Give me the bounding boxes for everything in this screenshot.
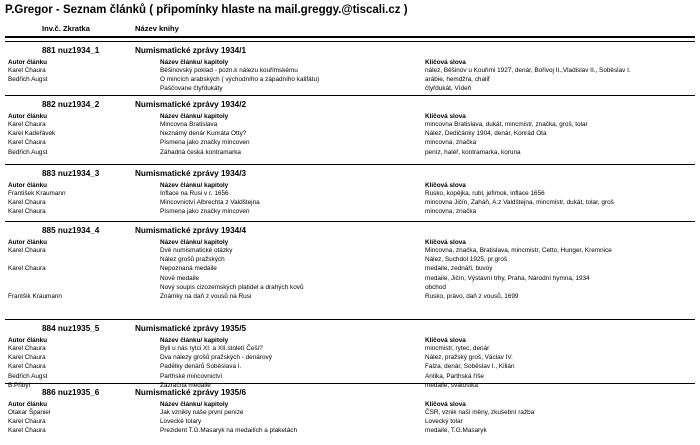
article-author: Karel Chaura <box>8 265 46 273</box>
article-row <box>0 373 700 382</box>
article-row <box>0 199 700 208</box>
article-keywords: Nález, Dedičánky 1904, denár, Konrád Ota <box>425 130 547 138</box>
author-subheader: Autor článku <box>8 401 48 408</box>
article-author: František Kraumann <box>8 190 66 197</box>
book-id: 886 nuz1935_6 <box>42 388 100 397</box>
column-header-title: Název knihy <box>135 24 179 33</box>
article-author: Karel Chaura <box>8 418 46 426</box>
keywords-subheader: Klíčová slova <box>425 113 466 120</box>
book-title: Numismatické zprávy 1934/3 <box>135 169 247 178</box>
article-keywords: mincovna, značka <box>425 208 477 216</box>
article-name: Neznámý denár Kunráta Otty? <box>160 130 247 138</box>
article-name-subheader: Název článku/ kapitoly <box>160 239 229 246</box>
article-name: Písmena jako značky mincoven <box>160 208 250 216</box>
article-row <box>0 409 700 418</box>
article-name: Dvě numismatické otázky <box>160 247 233 254</box>
article-row <box>0 149 700 158</box>
article-name: Známky na daň z vousů na Rusi <box>160 293 252 300</box>
article-row <box>0 345 700 354</box>
article-name: Padělky denárů Soběslava I. <box>160 363 242 371</box>
article-row <box>0 208 700 217</box>
article-name: Prezident T.G.Masaryk na medailích a plaketách <box>160 427 297 435</box>
article-row <box>0 418 700 427</box>
article-name: Mincovnictví Albrechta z Valdštejna <box>160 199 260 207</box>
article-keywords: Rusko, kopějka, rubl, jefimok, inflace 1656 <box>425 190 545 197</box>
book-divider <box>5 319 695 320</box>
article-row <box>0 190 700 199</box>
page-title: P.Gregor - Seznam článků ( připomínky hlaste na mail.greggy.@tiscali.cz ) <box>5 4 408 16</box>
keywords-subheader: Klíčová slova <box>425 59 466 66</box>
article-name: Nový soupis cizozemských platidel a drahých kovů <box>160 283 304 291</box>
article-row <box>0 354 700 363</box>
article-author: Karel Chaura <box>8 354 46 362</box>
article-row <box>0 275 700 284</box>
article-keywords: ČSR, vznik naší měny, zkušební ražba <box>425 409 535 416</box>
article-keywords: arábie, hemdžra, chalif <box>425 76 490 84</box>
article-row <box>0 139 700 148</box>
column-header-id: Inv.č. Zkratka <box>42 24 90 33</box>
article-row <box>0 284 700 293</box>
article-name: Písmena jako značky mincoven <box>160 139 250 147</box>
article-name: Záhadná česká kontramarka <box>160 148 241 156</box>
keywords-subheader: Klíčová slova <box>425 182 466 189</box>
book-id: 883 nuz1934_3 <box>42 169 100 178</box>
article-row <box>0 256 700 265</box>
book-title: Numismatické zprávy 1935/6 <box>135 388 247 397</box>
article-row <box>0 67 700 76</box>
author-subheader: Autor článku <box>8 59 48 66</box>
article-name: Jak vznikly naše první peníze <box>160 409 244 416</box>
article-author: Otakar Španiel <box>8 409 51 416</box>
article-keywords: peníz, haléř, kontramarka, koruna <box>425 148 521 156</box>
article-name-subheader: Název článku/ kapitoly <box>160 182 229 189</box>
header-divider <box>5 36 695 38</box>
author-subheader: Autor článku <box>8 239 48 246</box>
article-author: Karel Chaura <box>8 345 46 352</box>
article-author: Karel Kadeřávek <box>8 130 56 138</box>
article-row <box>0 247 700 256</box>
article-keywords: Mincovna, značka, Bratislava, mincmistr, Cetto, Hunger, Kremnice <box>425 247 612 254</box>
keywords-subheader: Klíčová slova <box>425 239 466 246</box>
article-keywords: medaile, zednáři, buvoy <box>425 265 493 273</box>
article-author: Karel Chaura <box>8 67 46 74</box>
author-subheader: Autor článku <box>8 113 48 120</box>
article-author: Karel Chaura <box>8 247 46 254</box>
article-author: Karel Chaura <box>8 139 46 147</box>
article-author: Karel Chaura <box>8 208 46 216</box>
article-author: Karel Chaura <box>8 427 46 435</box>
article-author: Bedřich Augst <box>8 372 48 380</box>
article-author: Bedřich Augst <box>8 76 48 84</box>
book-id: 881 nuz1934_1 <box>42 46 100 55</box>
article-keywords: medaile, Jičín, Výstavní trhy, Praha, Národní hymna, 1934 <box>425 274 590 282</box>
book-divider <box>5 41 695 42</box>
article-name: Běšinovský poklad - pozn.k nálezu kouřimskému <box>160 67 298 74</box>
article-keywords: obchod <box>425 283 446 291</box>
article-author: B.Přibyl <box>8 381 31 389</box>
article-keywords: mincovna Bratislava, dukát, mincmistr, značka, groš, tolar <box>425 121 588 128</box>
book-id: 884 nuz1935_5 <box>42 324 100 333</box>
article-name-subheader: Název článku/ kapitoly <box>160 59 229 66</box>
article-author: Karel Chaura <box>8 199 46 207</box>
article-keywords: Rusko, právo, daň z vousů, 1699 <box>425 293 519 300</box>
article-author: Bedřich Augst <box>8 148 48 156</box>
book-id: 885 nuz1934_4 <box>42 226 100 235</box>
article-row <box>0 265 700 274</box>
article-keywords: čtyřdukát, Vídeň <box>425 85 472 93</box>
article-row <box>0 85 700 94</box>
article-keywords: Lovecký tolar <box>425 418 463 426</box>
article-name: Lovecké tolary <box>160 418 202 426</box>
article-row <box>0 427 700 436</box>
article-name: Parthské mincovnictví <box>160 372 223 380</box>
book-title: Numismatické zprávy 1935/5 <box>135 324 247 333</box>
article-name: Inflace na Rusi v r. 1656 <box>160 190 229 197</box>
article-name: Byli u nás rytci XI. a XII.století Češi? <box>160 345 263 352</box>
article-name-subheader: Název článku/ kapitoly <box>160 337 229 344</box>
book-title: Numismatické zprávy 1934/2 <box>135 100 247 109</box>
article-row <box>0 76 700 85</box>
book-title: Numismatické zprávy 1934/4 <box>135 226 247 235</box>
book-divider <box>5 383 695 384</box>
keywords-subheader: Klíčová slova <box>425 401 466 408</box>
article-name-subheader: Název článku/ kapitoly <box>160 113 229 120</box>
article-name: Nález grošů pražských <box>160 256 225 264</box>
article-keywords: mincmistr, rytec, denár <box>425 345 490 352</box>
article-author: Frantšik Kraumann <box>8 293 62 300</box>
article-name: Nepoznaná medaile <box>160 265 217 273</box>
article-keywords: medaile, T.G.Masaryk <box>425 427 487 435</box>
book-id: 882 nuz1934_2 <box>42 100 100 109</box>
article-author: Karel Chaura <box>8 363 46 371</box>
article-keywords: medaile, svátostka <box>425 381 478 389</box>
article-name: Nové medaile <box>160 274 200 282</box>
article-name: Paščovane čtyřdukáty <box>160 85 223 93</box>
article-row <box>0 363 700 372</box>
article-name: O mincích arabských ( východního a západního kalifátu) <box>160 76 320 84</box>
article-row <box>0 293 700 302</box>
article-keywords: mincovna, značka <box>425 139 477 147</box>
article-name: Mincovna Bratislava <box>160 121 218 128</box>
article-name: Zázračná medaile <box>160 381 211 389</box>
article-author: Karel Chaura <box>8 121 46 128</box>
book-title: Numismatické zprávy 1934/1 <box>135 46 247 55</box>
book-divider <box>5 95 695 96</box>
book-divider <box>5 221 695 222</box>
article-keywords: Antika, Parthská říše <box>425 372 484 380</box>
article-keywords: Falza, denár, Soběslav I., Kilián <box>425 363 515 371</box>
article-name: Dva nálezy grošů pražských - denárový <box>160 354 272 362</box>
article-row <box>0 130 700 139</box>
book-divider <box>5 164 695 165</box>
article-keywords: nález, Běšinov u Kouřimi 1927, denár, Bořivoj II.,Vladislav II., Soběslav I. <box>425 67 631 74</box>
author-subheader: Autor článku <box>8 337 48 344</box>
article-row <box>0 121 700 130</box>
author-subheader: Autor článku <box>8 182 48 189</box>
article-keywords: Nález, pražský groš, Václav IV. <box>425 354 513 362</box>
article-keywords: Nález, Suchdol 1925, pr.groš <box>425 256 508 264</box>
keywords-subheader: Klíčová slova <box>425 337 466 344</box>
article-name-subheader: Název článku/ kapitoly <box>160 401 229 408</box>
article-keywords: mincovna Jičín, Zaháň, A.z Valdštejna, mincmistr, dukát, tolar, groš <box>425 199 614 207</box>
